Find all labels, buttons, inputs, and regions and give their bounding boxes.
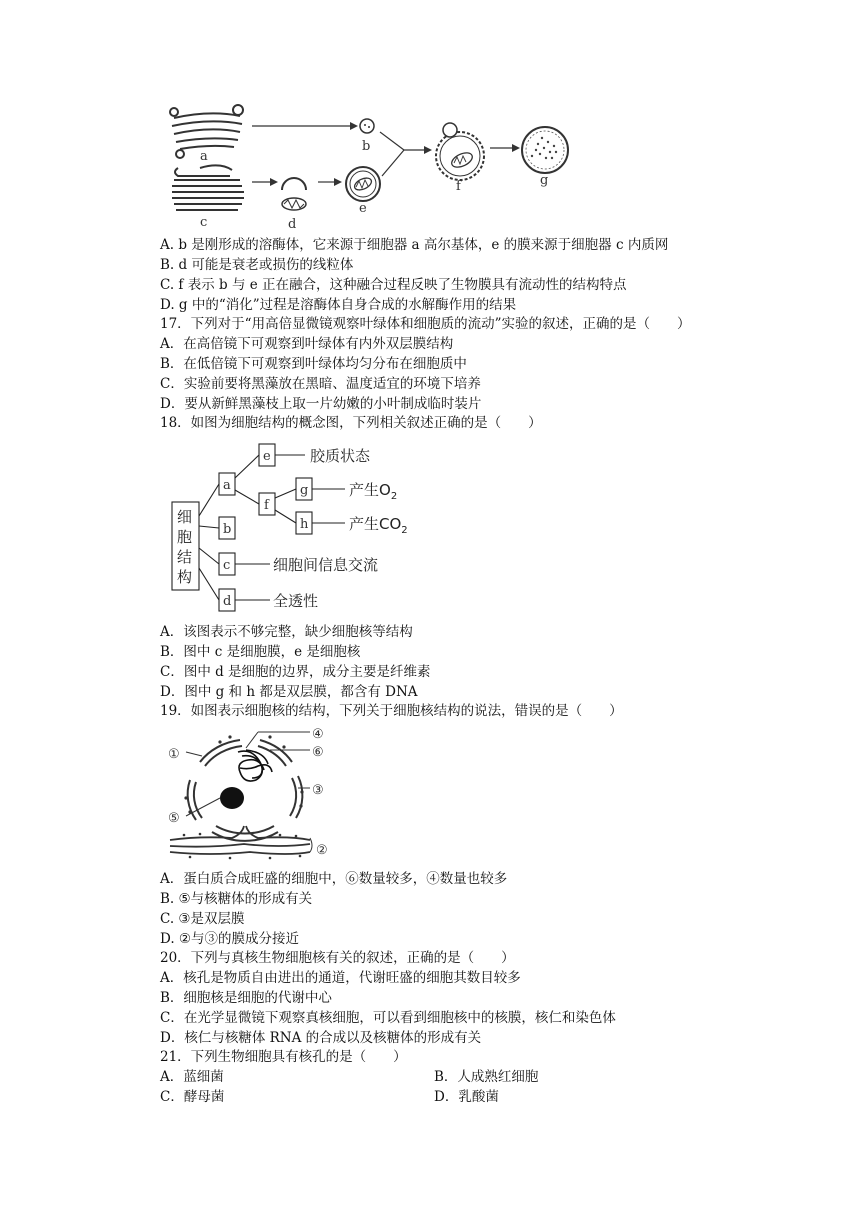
endoplasmic-reticulum	[172, 165, 244, 210]
label-2: ②	[316, 843, 328, 858]
q21-stem: 21．下列生物细胞具有核孔的是（ ）	[160, 1049, 407, 1065]
label-4: ④	[312, 727, 324, 742]
label-1: ①	[168, 747, 180, 762]
q16-figure	[160, 100, 580, 235]
svg-text:f: f	[264, 498, 269, 513]
q20-stem: 20．下列与真核生物细胞核有关的叙述，正确的是（ ）	[160, 950, 515, 966]
root-char-2: 胞	[177, 528, 193, 546]
label-6: ⑥	[312, 745, 324, 760]
q17-option-b: B．在低倍镜下可观察到叶绿体均匀分布在细胞质中	[160, 356, 467, 372]
q16-option-d: D. g 中的“消化”过程是溶酶体自身合成的水解酶作用的结果	[160, 297, 517, 313]
c-description: 细胞间信息交流	[273, 556, 379, 574]
digestion-g	[522, 127, 568, 173]
q16-option-b: B. d 可能是衰老或损伤的线粒体	[160, 257, 354, 273]
q18-concept-diagram	[165, 438, 435, 618]
svg-text:c: c	[223, 558, 231, 573]
q19-stem: 19．如图表示细胞核的结构，下列关于细胞核结构的说法，错误的是（ ）	[160, 703, 623, 719]
label-g: g	[540, 173, 549, 188]
q20-option-b: B．细胞核是细胞的代谢中心	[160, 990, 332, 1006]
label-d: d	[288, 217, 297, 232]
q20-option-a: A．核孔是物质自由进出的通道，代谢旺盛的细胞其数目较多	[160, 970, 521, 986]
root-char-1: 细	[177, 508, 193, 526]
g-description: 产生$O_2$	[349, 481, 398, 502]
root-char-4: 构	[177, 568, 193, 586]
svg-text:g: g	[300, 483, 309, 498]
q21-option-b: B．人成熟红细胞	[434, 1069, 539, 1085]
nucleolus	[220, 787, 244, 809]
svg-text:b: b	[223, 522, 232, 537]
label-3: ③	[312, 783, 324, 798]
label-c: c	[200, 215, 208, 230]
q21-option-d: D．乳酸菌	[434, 1089, 499, 1105]
autophagosome-e	[346, 167, 380, 201]
q17-option-d: D．要从新鲜黑藻枝上取一片幼嫩的小叶制成临时装片	[160, 396, 482, 412]
q18-option-c: C．图中 d 是细胞的边界，成分主要是纤维素	[160, 664, 431, 680]
q19-option-c: C. ③是双层膜	[160, 911, 245, 927]
q18-option-d: D．图中 g 和 h 都是双层膜，都含有 DNA	[160, 684, 418, 700]
label-a: a	[200, 149, 208, 164]
q17-stem: 17．下列对于“用高倍显微镜观察叶绿体和细胞质的流动”实验的叙述，正确的是（ ）	[160, 316, 691, 332]
fusion-f	[436, 132, 484, 180]
root-char-3: 结	[177, 548, 193, 566]
q20-option-d: D．核仁与核糖体 RNA 的合成以及核糖体的形成有关	[160, 1030, 482, 1046]
svg-text:e: e	[263, 449, 271, 464]
q19-nucleus-figure	[160, 722, 340, 862]
q21-option-c: C．酵母菌	[160, 1089, 225, 1105]
svg-text:d: d	[223, 594, 232, 609]
q18-option-a: A．该图表示不够完整，缺少细胞核等结构	[160, 624, 413, 640]
label-b: b	[362, 139, 371, 154]
label-f: f	[456, 179, 461, 194]
svg-text:h: h	[300, 517, 309, 532]
q18-option-b: B．图中 c 是细胞膜，e 是细胞核	[160, 644, 361, 660]
q17-option-a: A．在高倍镜下可观察到叶绿体有内外双层膜结构	[160, 336, 454, 352]
q19-option-b: B. ⑤与核糖体的形成有关	[160, 891, 313, 907]
membrane-d	[282, 178, 306, 190]
q19-option-d: D. ②与③的膜成分接近	[160, 931, 300, 947]
q18-stem: 18．如图为细胞结构的概念图，下列相关叙述正确的是（ ）	[160, 415, 542, 431]
label-5: ⑤	[168, 811, 180, 826]
q17-option-c: C．实验前要将黑藻放在黑暗、温度适宜的环境下培养	[160, 376, 481, 392]
d-description: 全透性	[273, 592, 319, 610]
svg-text:a: a	[223, 478, 231, 493]
q20-option-c: C．在光学显微镜下观察真核细胞，可以看到细胞核中的核膜，核仁和染色体	[160, 1010, 616, 1026]
label-e: e	[359, 201, 367, 216]
q19-option-a: A．蛋白质合成旺盛的细胞中，⑥数量较多，④数量也较多	[160, 871, 508, 887]
q16-option-a: A. b 是刚形成的溶酶体，它来源于细胞器 a 高尔基体，e 的膜来源于细胞器 c 内质网	[160, 237, 669, 253]
h-description: 产生$CO_2$	[349, 515, 408, 536]
chromatin	[238, 750, 272, 781]
e-description: 胶质状态	[310, 447, 371, 465]
q21-option-a: A．蓝细菌	[160, 1069, 224, 1085]
q16-option-c: C. f 表示 b 与 e 正在融合，这种融合过程反映了生物膜具有流动性的结构特点	[160, 277, 627, 293]
lysosome-b	[360, 119, 374, 133]
